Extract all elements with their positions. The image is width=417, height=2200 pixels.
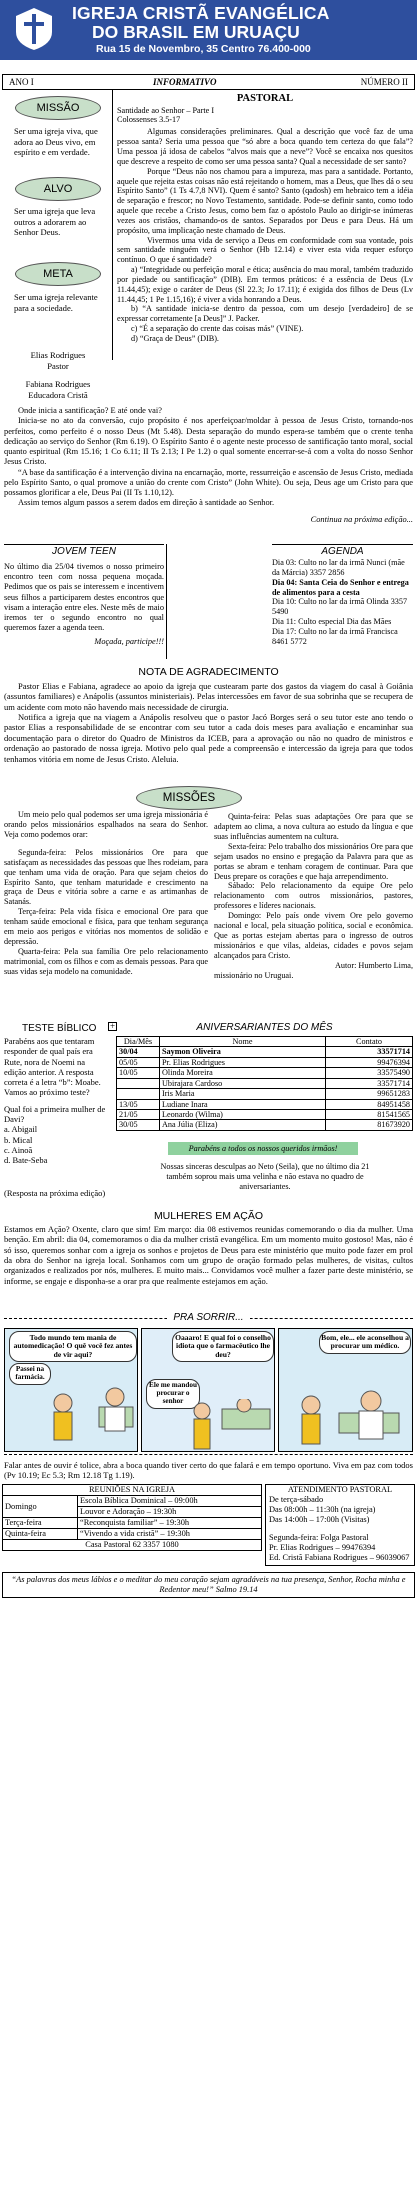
- educator-name: Fabiana Rodrigues: [25, 379, 91, 389]
- mulheres-text: Estamos em Ação? Oxente, claro que sim! Em março: dia 08 estivemos reunidas comemorando o dia da mulher. Uma benção. Em abril: dia 04, comemoramos o dia da mulher cristã evangélica. Em um momento muito gostoso! Mas, não é só isso, queremos sonhar com a igreja os sonhos e projetos de Deus para este ministério que muito pode fazer em prol da obra do Senhor na igreja local. Sonhamos com um grupo de oração formado pelas mulheres, de visitas, cultos organizados e realizados por nós, mulheres. E muito mais... Convidamos você mulher a fazer parte deste ministério, se informe, se engaje e disponha-se a orar pra que realmente estejamos em ação.: [4, 1224, 413, 1286]
- aniver-col-date: Dia/Mês: [117, 1037, 160, 1047]
- comic-bubble-3: Oaaaro! E qual foi o conselho idiota que o farmacêutico lhe deu?: [172, 1331, 274, 1362]
- sorrir-bottom-rule: [4, 1454, 413, 1455]
- issue-number: NÚMERO II: [360, 77, 408, 87]
- agenda-item: Dia 17: Culto no lar da irmã Francisca 8461 5772: [272, 626, 398, 646]
- aniver-table: [116, 1036, 413, 1131]
- jovem-text: [4, 562, 164, 648]
- agenda-item: Dia 10: Culto no lar da irmã Olinda 3357 5490: [272, 597, 408, 617]
- aniver-col-name: Nome: [160, 1037, 326, 1047]
- missao-badge: MISSÃO: [15, 96, 101, 120]
- missoes-domingo: Domingo: Pelo país onde vivem Ore pelo governo nacional e local, pela situação política, social e econômica. Que as portas estejam abertas para o ingresso de outros missionários e que vilas, aldeias, cidades e povos sejam alcançados para Cristo.: [214, 911, 413, 960]
- agenda-item: Dia 04: Santa Ceia do Senhor e entrega de alimentos para a cesta: [272, 577, 409, 597]
- agradecimento-p1: Pastor Elias e Fabiana, agradece ao apoio da igreja que custearam parte dos gastos da viagem do casal à Goiânia (assuntos familiares) e Anápolis (assuntos ministeriais). Pelas intercessões em favor de sua sobrinha que se recupera de um acidente com moto não havendo mais necessidade de cirurgia.: [4, 681, 413, 712]
- issue-title: INFORMATIVO: [153, 77, 217, 87]
- teste-option: a. Abigail: [4, 1124, 38, 1135]
- agradecimento-body: [4, 681, 413, 764]
- header-banner: [0, 0, 417, 60]
- aniver-row: [117, 1068, 413, 1078]
- agenda-item: Dia 03: Culto no lar da irmã Nunci (mãe da Márcia) 3357 2856: [272, 558, 405, 577]
- sorrir-title-wrap: [0, 1312, 417, 1324]
- missoes-right: [214, 812, 413, 981]
- reunioes-row: [3, 1496, 262, 1507]
- aniver-name: Saymon Oliveira: [160, 1047, 326, 1057]
- reunioes-day: Terça-feira: [3, 1518, 78, 1529]
- pastor-name: Elias Rodrigues: [30, 350, 86, 360]
- aniver-contact: 33571714: [326, 1078, 413, 1088]
- aniver-date: 30/05: [117, 1120, 160, 1130]
- issue-year: ANO I: [9, 77, 34, 87]
- missoes-sexta: Sexta-feira: Pelo trabalho dos missionários Ore para que sejam usados no ensino e pregação da Palavra para que as portas se abram e tenham coragem de continuar. Para que Deus prepare os corações e que haja arrependimento.: [214, 841, 413, 881]
- meta-badge: META: [15, 262, 101, 286]
- missoes-segunda: Segunda-feira: Pelos missionários Ore para que satisfaçam as necessidades das pessoas que lhes rodeiam, para que tenham uma vida de oração. Para que sejam cheios do Espírito Santo, que tenham maturidade e crescimento na graça de Deus e vitória sobre a carne e as artimanhas de Satanás.: [4, 847, 208, 907]
- comic-bubble-5: Bom, ele... ele aconselhou a procurar um médico.: [319, 1331, 411, 1354]
- comic-bubble-1: Todo mundo tem mania de automedicação! O quê você fez antes de vir aqui?: [9, 1331, 137, 1362]
- missoes-left: [4, 810, 208, 977]
- missoes-sabado: Sábado: Pelo relacionamento da equipe Ore pelo relacionamento com outros missionários, pastores, professores e líderes nacionais.: [214, 881, 413, 911]
- pastoral-section: [117, 93, 413, 344]
- church-name-line1: IGREJA CRISTÃ EVANGÉLICA: [72, 3, 330, 23]
- pastoral-item-d: d) “Graça de Deus” (DIB).: [131, 334, 219, 343]
- atendimento-box: [265, 1484, 415, 1566]
- teste-footer: (Resposta na próxima edição): [4, 1188, 106, 1198]
- aniver-date: 10/05: [117, 1068, 160, 1078]
- reunioes-event: “Reconquista familiar” – 19:30h: [78, 1518, 262, 1529]
- pastoral-item-b: b) “A santidade inicia-se dentro da pessoa, com um desejo [verdadeiro] de se expressar corretamente [a Deus]” J. Packer.: [117, 304, 413, 324]
- aniver-date: [117, 1078, 160, 1088]
- aniver-name: Ubirajara Cardoso: [160, 1078, 326, 1088]
- missoes-quinta: Quinta-feira: Pelas suas adaptações Ore para que se adaptem ao clima, a nova cultura ao estudo da língua e que suas influências aumentem na cultura.: [214, 812, 413, 841]
- sorrir-title: PRA SORRIR...: [167, 1312, 249, 1323]
- alvo-badge: ALVO: [15, 177, 101, 201]
- reunioes-event: “Vivendo a vida cristã” – 19:30h: [78, 1529, 262, 1540]
- aniver-date: 05/05: [117, 1057, 160, 1067]
- aniver-row: [117, 1109, 413, 1119]
- teste-option: c. Ainoã: [4, 1144, 33, 1155]
- aniver-row: [117, 1099, 413, 1109]
- jovem-sign: Moçada, participe!!!: [94, 637, 164, 647]
- church-address: Rua 15 de Novembro, 35 Centro 76.400-000: [96, 43, 311, 55]
- pastoral-item-c: c) “É a separação do crente das coisas más” (VINE).: [131, 324, 304, 334]
- jovem-title: JOVEM TEEN: [52, 546, 116, 557]
- reunioes-row: [3, 1518, 262, 1529]
- pastoral-subtitle: Santidade ao Senhor – Parte I: [117, 105, 215, 115]
- table-move-handle-icon: +: [109, 1021, 116, 1031]
- agenda-rule: [272, 544, 413, 545]
- missoes-author: Autor: Humberto Lima,: [335, 960, 413, 970]
- aniver-name: Pr. Elias Rodrigues: [160, 1057, 326, 1067]
- pastoral-heading: PASTORAL: [236, 93, 294, 104]
- atendimento-l3: Das 14:00h – 17:00h (Visitas): [269, 1515, 370, 1525]
- agenda-divider: [166, 544, 167, 659]
- aniver-name: Ana Júlia (Eliza): [160, 1120, 326, 1130]
- aniver-row: [117, 1078, 413, 1088]
- comic-scene-3-icon: [289, 1375, 407, 1451]
- missao-text: Ser uma igreja viva, que adora ao Deus vivo, em espírito e em verdade.: [14, 126, 98, 158]
- agradecimento-title: NOTA DE AGRADECIMENTO: [138, 666, 279, 678]
- comic-bubble-4: Ele me mandou procurar o senhor: [146, 1379, 200, 1409]
- pastoral-reference: Colossenses 3.5-17: [117, 115, 181, 125]
- alvo-text: Ser uma igreja que leva outros a adorarem ao Senhor Deus.: [14, 206, 96, 238]
- aniver-title: ANIVERSARIANTES DO MÊS: [196, 1022, 333, 1033]
- aniver-name: Iris Maria: [160, 1089, 326, 1099]
- aniver-contact: 33571714: [326, 1047, 413, 1057]
- comic-strip: [4, 1328, 413, 1452]
- jovem-body: No último dia 25/04 tivemos o nosso primeiro encontro teen com nossa pequena moçada. Pedimos que os pais se interessem e incentivem seus filhos a participarem destes encontros que visam a interação entre eles. Neste mês de maio iremos ter o segundo encontro no qual queremos fazer a agenda teen.: [4, 562, 164, 633]
- teste-text: Parabéns aos que tentaram responder de qual país era Rute, nora de Noemi na edição anterior. A resposta correta é a letra “b”: Moabe. Vamos ao próximo teste?: [4, 1036, 101, 1098]
- agenda-list: [272, 558, 413, 647]
- casa-pastoral: Casa Pastoral 62 3357 1080: [3, 1540, 262, 1551]
- agenda-item: Dia 11: Culto especial Dia das Mães: [272, 617, 392, 627]
- aniver-name: Ludiane Inara: [160, 1099, 326, 1109]
- comic-scene-2-icon: [182, 1399, 274, 1451]
- aniver-contact: 84951458: [326, 1099, 413, 1109]
- pastoral-p7: Assim temos algum passos a serem dados em direção à santidade ao Senhor.: [18, 498, 275, 508]
- agenda-title: AGENDA: [321, 546, 364, 557]
- aniver-date: 30/04: [117, 1047, 160, 1057]
- aniver-row: [117, 1047, 413, 1057]
- atendimento-l4: Segunda-feira: Folga Pastoral: [269, 1533, 369, 1543]
- pastor-role: Pastor: [47, 360, 69, 371]
- pastoral-continued: [4, 406, 413, 525]
- church-logo-icon: [12, 6, 56, 52]
- pastoral-p6: “A base da santificação é a intervenção divina na encarnação, morte, ressurreição e ascensão de Jesus Cristo, mediada pelo Espírito Santo, o qual promove a união do crente com Cristo” (John White). Ou seja, Deus age um Cristo para que possamos glorificar a ele, Deus Pai (II Ts 1.10,12).: [4, 467, 413, 497]
- teste-option: d. Bate-Seba: [4, 1155, 48, 1166]
- comic-bubble-2: Passei na farmácia.: [9, 1363, 51, 1385]
- aniver-date: 21/05: [117, 1109, 160, 1119]
- aniver-date: 13/05: [117, 1099, 160, 1109]
- agradecimento-p2: Notifica a igreja que na viagem a Anápolis resolveu que o pastor Jacó Borges será o seu tutor este ano tendo o pastor Elias a responsabilidade de se encontrar com seu tutor a cada dois meses para avaliação e encaminhar sua documentação para o diretor do Quadro de Ministros da ICEB, para a aprovação ou não no quadro de ministros e ordenação ao pastorado de nossa igreja. Motivo pelo qual pede a compreensão e intercessão da igreja para que todos tenhamos vitória em nome de Jesus Cristo. Aleluia.: [4, 712, 413, 764]
- pastor-signature: [6, 350, 110, 371]
- missoes-quarta: Quarta-feira: Pela sua família Ore pelo relacionamento matrimonial, com os filhos e com as demais pessoas. Para que suas vidas seja modelo na comunidade.: [4, 946, 208, 976]
- reunioes-day: Quinta-feira: [3, 1529, 78, 1540]
- mulheres-title: MULHERES EM AÇÃO: [153, 1210, 264, 1222]
- atendimento-l1: De terça-sábado: [269, 1495, 324, 1505]
- teste-option: b. Mical: [4, 1134, 33, 1145]
- pastoral-p3: Vivermos uma vida de serviço a Deus em conformidade com sua vontade, pois sem santidade ninguém verá o Senhor (Hb 12.14) e viver esta vida requer esforço contínuo. O que é santidade?: [117, 235, 413, 265]
- missoes-intro: Um meio pelo qual podemos ser uma igreja missionária é orando pelos missionários espalhados na seara do Senhor. Veja como podemos orar:: [4, 810, 208, 839]
- issue-bar: [2, 74, 415, 90]
- teste-options: [4, 1124, 108, 1165]
- comic-panel-3: [278, 1328, 413, 1452]
- reunioes-event: Louvor e Adoração – 19:30h: [78, 1507, 262, 1518]
- column-divider: [112, 90, 113, 360]
- pastoral-p4: Onde inicia a santificação? E até onde vai?: [18, 406, 162, 415]
- aniver-row: [117, 1057, 413, 1067]
- jovem-rule: [4, 544, 164, 545]
- teste-question: Qual foi a primeira mulher de Davi?: [4, 1103, 106, 1124]
- pastoral-p1: Algumas considerações preliminares. Qual a descrição que você faz de uma pessoa santa? Seria uma pessoa que “só abre a boca quando tem certeza do que fala”? Uma pessoa já idosa de cabelos “alvos mais que a neve”? Você se encaixa nos quesitos que descreve a respeito de como ser uma pessoa santa? Qual a necessidade de ser santo?: [117, 127, 413, 166]
- aniver-name: Olinda Moreira: [160, 1068, 326, 1078]
- reunioes-event: Escola Bíblica Dominical – 09:00h: [78, 1496, 262, 1507]
- missoes-terca: Terça-feira: Pela vida física e emocional Ore para que tenham saúde emocional e física, para que tenham segurança em meio aos perigos e vitórias nos momentos de solidão e depressão.: [4, 907, 208, 947]
- aniver-body: [117, 1047, 413, 1130]
- aniver-contact: 81673920: [326, 1120, 413, 1130]
- aniver-col-contact: Contato: [326, 1037, 413, 1047]
- comic-panel-1: [4, 1328, 138, 1452]
- educator-signature: [6, 379, 110, 400]
- educator-role: Educadora Cristã: [28, 389, 88, 400]
- meta-text: Ser uma igreja relevante para a sociedade.: [14, 292, 98, 313]
- teste-body: [4, 1036, 108, 1165]
- aniver-contact: 33575490: [326, 1068, 413, 1078]
- aniver-date: [117, 1089, 160, 1099]
- pastoral-continues: Continua na próxima edição...: [310, 514, 413, 524]
- pastoral-item-a: a) “Integridade ou perfeição moral e ética; ausência do mau moral, também traduzido por piedade ou santificação” (DIB). Em termos práticos: é a essência de Deus (Lv 11.44,45); exige o caráter de Deus (Sl 22.3; Jo 17.11); é exigida dos filhos de Deus (Lv 11.44,45; 1 Pe 1.15,16); é viver a vida honrando a Deus.: [117, 265, 413, 304]
- teste-title: TESTE BÍBLICO: [22, 1023, 97, 1034]
- comic-scene-1-icon: [45, 1377, 137, 1451]
- aniver-note: Nossas sinceras desculpas ao Neto (Seila), que no último dia 21 também soprou mais uma velinha e não estava no quadro de aniversariantes.: [160, 1162, 370, 1191]
- comic-panel-2: [141, 1328, 275, 1452]
- atendimento-l5: Pr. Elias Rodrigues – 99476394: [269, 1543, 376, 1553]
- aniver-banner: Parabéns a todos os nossos queridos irmãos!: [168, 1142, 358, 1155]
- church-name-line2: DO BRASIL EM URUAÇU: [92, 22, 300, 42]
- aniver-row: [117, 1089, 413, 1099]
- aniver-contact: 99651283: [326, 1089, 413, 1099]
- missoes-badge: MISSÕES: [136, 786, 242, 810]
- missoes-author2: missionário no Uruguai.: [214, 970, 294, 980]
- reunioes-table: [2, 1484, 262, 1551]
- atendimento-title: ATENDIMENTO PASTORAL: [287, 1485, 393, 1494]
- reunioes-row: [3, 1529, 262, 1540]
- pastoral-p5: Inicia-se no ato da conversão, cujo propósito é nos aperfeiçoar/moldar à pessoa de Jesus Cristo, tornando-nos perfeitos, como perfeito é o nosso Deus (Mt 5.48). Desta separação do mundo espera-se também que o crente tenha dedicação ao serviço do Senhor (Rm 6.19). O Espírito Santo é o agente neste processo de santificação tanto moral, social quanto espiritual (Rm 15.16; 1 Co 6.11; II Ts 2.13; I Pe 1.2) o qual somente encerrar-se-á com a volta do nosso Senhor Jesus Cristo.: [4, 416, 413, 467]
- reunioes-body: [3, 1496, 262, 1540]
- footer-verse: “As palavras dos meus lábios e o meditar do meu coração sejam agradáveis na tua presença, Senhor, Rocha minha e Redentor meu!” Salmo 19.14: [2, 1572, 415, 1598]
- falar-text: Falar antes de ouvir é tolice, abra a boca quando tiver certo do que falará e em tempo oportuno. Viva em paz com todos (Pv 10.19; Ec 5.3; Rm 12.18 Tg 1.19).: [4, 1460, 413, 1481]
- atendimento-l6: Ed. Cristã Fabiana Rodrigues – 96039067: [269, 1553, 410, 1563]
- reunioes-day: Domingo: [3, 1496, 78, 1518]
- aniver-row: [117, 1120, 413, 1130]
- aniver-name: Leonardo (Wilma): [160, 1109, 326, 1119]
- reunioes-title: REUNIÕES NA IGREJA: [3, 1485, 262, 1496]
- aniver-contact: 81541565: [326, 1109, 413, 1119]
- aniver-contact: 99476394: [326, 1057, 413, 1067]
- pastoral-p2: Porque “Deus não nos chamou para a impureza, mas para a santidade. Portanto, aquele que rejeita estas coisas não está rejeitando o homem, mas a Deus, que lhes dá o seu Espírito Santo” (1 Ts 4.7,8 NVI). Quem é santo? Santo (qadosh) em hebraico tem a idéia de separação e frescor; no Novo Testamento, santidade. Pode-se definir santo, como todo aquele que recebe a Cristo Jesus, como bem faz o apóstolo Paulo ao dirigir-se inúmeras vezes aos cristãos, chamando-os de santos. Separados por Deus e para Deus. Há um propósito, uma implicação neste chamado de Deus.: [117, 166, 413, 235]
- atendimento-l2: Das 08:00h – 11:30h (na igreja): [269, 1505, 376, 1515]
